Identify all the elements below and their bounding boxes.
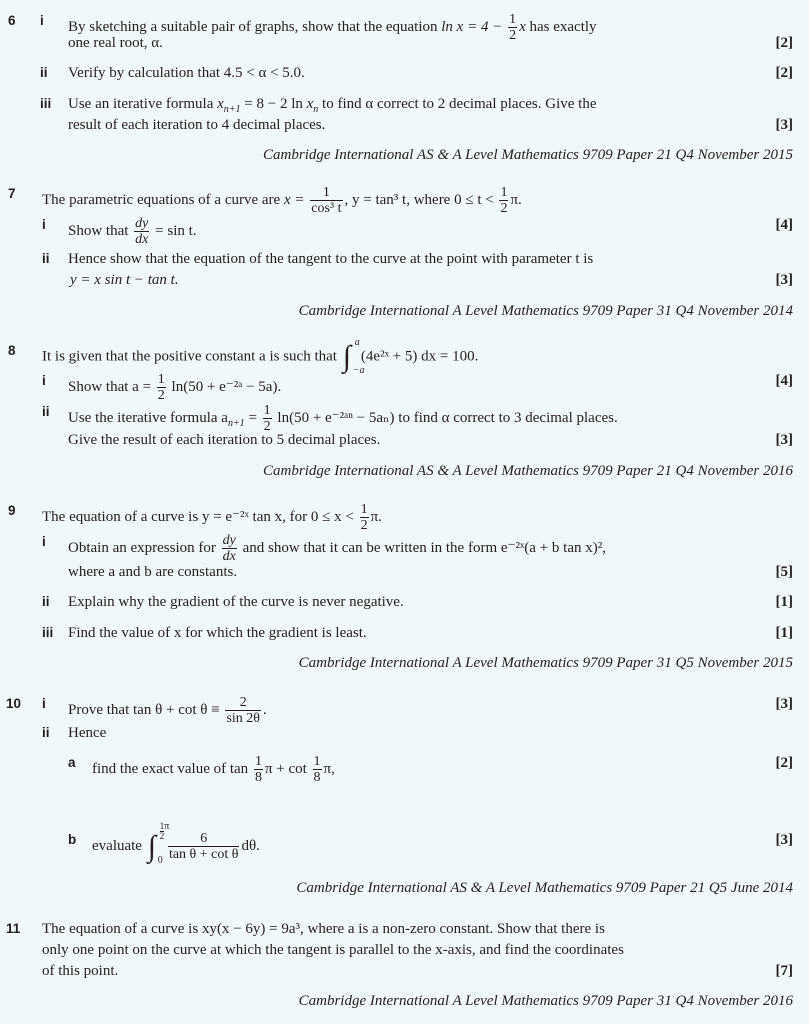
text-segment: dθ. xyxy=(241,837,260,854)
equation: ln x = 4 − xyxy=(441,18,507,35)
text-segment: has exactly xyxy=(529,18,597,35)
text-segment: Obtain an expression for xyxy=(68,539,220,556)
subscript: n xyxy=(313,104,319,115)
source-citation: Cambridge International AS & A Level Mathematics 9709 Paper 21 Q5 June 2014 xyxy=(296,880,793,896)
source-citation: Cambridge International A Level Mathematics 9709 Paper 31 Q5 November 2015 xyxy=(298,655,793,671)
marks: [7] xyxy=(775,963,793,979)
numerator: 1 xyxy=(263,403,271,418)
denominator: sin 2θ xyxy=(226,711,260,726)
text-segment: Prove that tan θ + cot θ ≡ xyxy=(68,701,224,718)
question-text: The equation of a curve is xy(x − 6y) = 9a³, where a is a non-zero constant. Show that there is xyxy=(42,921,605,937)
source-citation: Cambridge International A Level Mathematics 9709 Paper 31 Q4 November 2016 xyxy=(298,993,793,1009)
denominator: 2 xyxy=(500,201,508,216)
part-label: i xyxy=(42,534,46,549)
question-number: 11 xyxy=(6,921,21,936)
numerator: 1 xyxy=(313,754,321,769)
text-segment: By sketching a suitable pair of graphs, show that the equation xyxy=(68,18,438,35)
fraction xyxy=(499,185,508,216)
fraction xyxy=(157,372,166,403)
text-segment: Show that a = xyxy=(68,378,155,395)
numerator: 6 xyxy=(200,831,208,846)
text-segment: Use the iterative formula a xyxy=(68,409,228,426)
question-text: Hence xyxy=(68,725,107,741)
fraction xyxy=(313,754,322,785)
question-stem xyxy=(42,185,522,216)
fraction xyxy=(310,185,342,216)
marks: [3] xyxy=(775,696,793,712)
marks: [5] xyxy=(775,564,793,580)
derivative-fraction xyxy=(222,533,237,564)
question-text xyxy=(68,533,606,564)
text-segment: evaluate xyxy=(92,837,142,854)
formula: x xyxy=(306,96,314,112)
question-stem xyxy=(42,337,479,376)
denominator: 2 xyxy=(263,419,271,434)
numerator: 1 xyxy=(254,754,262,769)
subscript: n+1 xyxy=(223,104,241,115)
question-text: of this point. xyxy=(42,963,119,979)
formula: = 8 − 2 ln xyxy=(240,96,307,112)
lower-limit: −a xyxy=(352,365,365,376)
subpart-label: a xyxy=(68,755,76,770)
text-segment: Show that xyxy=(68,222,133,239)
marks: [3] xyxy=(775,117,793,133)
numerator: 1 xyxy=(159,820,165,831)
fraction xyxy=(254,754,263,785)
question-text: Verify by calculation that 4.5 < α < 5.0. xyxy=(68,65,305,81)
part-label: ii xyxy=(42,594,50,609)
marks: [4] xyxy=(775,373,793,389)
equation: π. xyxy=(510,191,522,208)
question-text: result of each iteration to 4 decimal places. xyxy=(68,117,326,133)
text-segment: = sin t. xyxy=(151,222,197,239)
marks: [4] xyxy=(775,217,793,233)
fraction xyxy=(225,695,261,726)
question-text xyxy=(68,403,618,434)
numerator: 1 xyxy=(509,12,517,27)
source-citation: Cambridge International AS & A Level Mathematics 9709 Paper 21 Q4 November 2016 xyxy=(263,463,793,479)
marks: [2] xyxy=(775,35,793,51)
text-segment: Use an iterative formula xyxy=(68,96,218,112)
equation: x = xyxy=(283,191,309,208)
text-segment: It is given that the positive constant a is such that xyxy=(42,348,337,365)
marks: [3] xyxy=(775,832,793,848)
part-label: ii xyxy=(42,251,50,266)
text-segment: The equation of a curve is y = e⁻²ˣ tan x, for 0 ≤ x < xyxy=(42,508,358,525)
equation: x xyxy=(519,18,526,35)
question-number: 7 xyxy=(8,186,16,201)
marks: [3] xyxy=(775,272,793,288)
integral-sign: ∫ a −a xyxy=(342,337,365,376)
integral-sign: ∫ $\frac{1}{2}$ π 0 xyxy=(147,820,170,866)
source-citation: Cambridge International A Level Mathematics 9709 Paper 31 Q4 November 2014 xyxy=(298,303,793,319)
text-segment: π, xyxy=(323,760,335,777)
question-text: Find the value of x for which the gradient is least. xyxy=(68,625,367,641)
numerator: 1 xyxy=(360,502,368,517)
fraction xyxy=(508,12,517,43)
question-text: where a and b are constants. xyxy=(68,564,238,580)
question-stem xyxy=(42,502,382,533)
part-label: iii xyxy=(42,625,54,640)
lower-limit: 0 xyxy=(157,854,163,866)
numerator: 1 xyxy=(157,372,165,387)
numerator: 2 xyxy=(239,695,247,710)
source-citation: Cambridge International AS & A Level Mathematics 9709 Paper 21 Q4 November 2015 xyxy=(263,147,793,163)
question-text xyxy=(92,754,335,785)
numerator: dy xyxy=(135,216,149,231)
part-label: ii xyxy=(40,65,48,80)
denominator: cos³ t xyxy=(311,201,342,216)
question-number: 9 xyxy=(8,503,16,518)
marks: [3] xyxy=(775,432,793,448)
numerator: 1 xyxy=(500,185,508,200)
denominator: 2 xyxy=(159,830,165,841)
upper-limit: a xyxy=(354,337,360,348)
part-label: i xyxy=(42,696,46,711)
part-label: i xyxy=(40,13,44,28)
question-number: 10 xyxy=(6,696,22,711)
question-text xyxy=(92,820,260,866)
question-text: Explain why the gradient of the curve is never negative. xyxy=(68,594,404,610)
pi-symbol: π xyxy=(164,820,170,832)
part-label: ii xyxy=(42,404,50,419)
numerator: dy xyxy=(222,533,236,548)
part-label: iii xyxy=(40,96,52,111)
denominator: tan θ + cot θ xyxy=(168,847,239,862)
numerator: 1 xyxy=(322,185,330,200)
text-segment: The parametric equations of a curve are xyxy=(42,191,284,208)
equation: , y = tan³ t, where 0 ≤ t < xyxy=(344,191,498,208)
text-segment: π. xyxy=(370,508,382,525)
text-segment: ln(50 + e⁻²ᵃ − 5a). xyxy=(167,378,282,395)
question-text: only one point on the curve at which the tangent is parallel to the x-axis, and find the coordinates xyxy=(42,942,624,958)
text-segment: π + cot xyxy=(264,760,311,777)
question-number: 6 xyxy=(8,13,16,28)
question-text: y = x sin t − tan t. xyxy=(70,272,179,288)
denominator: 2 xyxy=(360,518,368,533)
text-segment: . xyxy=(262,701,267,718)
marks: [2] xyxy=(775,65,793,81)
subscript: n+1 xyxy=(227,417,245,429)
part-label: ii xyxy=(42,725,50,740)
integrand: (4e²ˣ + 5) dx = 100. xyxy=(360,348,479,365)
question-number: 8 xyxy=(8,343,16,358)
subpart-label: b xyxy=(68,832,77,847)
question-text: Give the result of each iteration to 5 decimal places. xyxy=(68,432,381,448)
marks: [2] xyxy=(775,755,793,771)
formula: x xyxy=(217,96,224,112)
question-text xyxy=(68,372,281,403)
part-label: i xyxy=(42,373,46,388)
marks: [1] xyxy=(775,594,793,610)
denominator: dx xyxy=(135,232,149,247)
question-text xyxy=(68,695,267,726)
denominator: 2 xyxy=(157,388,165,403)
denominator: 2 xyxy=(509,28,517,43)
fraction xyxy=(360,502,369,533)
denominator: 8 xyxy=(254,770,262,785)
denominator: 8 xyxy=(313,770,321,785)
question-text xyxy=(68,95,596,113)
text-segment: and show that it can be written in the form e⁻²ˣ(a + b tan x)², xyxy=(238,539,606,556)
part-label: i xyxy=(42,217,46,232)
text-segment: to find α correct to 2 decimal places. Give the xyxy=(318,96,597,112)
denominator: dx xyxy=(222,549,236,564)
question-text: Hence show that the equation of the tangent to the curve at the point with parameter t is xyxy=(68,251,594,267)
fraction xyxy=(263,403,272,434)
text-segment: find the exact value of tan xyxy=(92,760,252,777)
marks: [1] xyxy=(775,625,793,641)
upper-limit xyxy=(160,822,170,841)
text-segment: ln(50 + e⁻²ᵃⁿ − 5aₙ) to find α correct to 3 decimal places. xyxy=(273,409,618,426)
question-text xyxy=(68,216,197,247)
question-text: one real root, α. xyxy=(68,35,163,51)
fraction xyxy=(168,831,240,862)
text-segment: = xyxy=(244,409,261,426)
derivative-fraction xyxy=(134,216,149,247)
